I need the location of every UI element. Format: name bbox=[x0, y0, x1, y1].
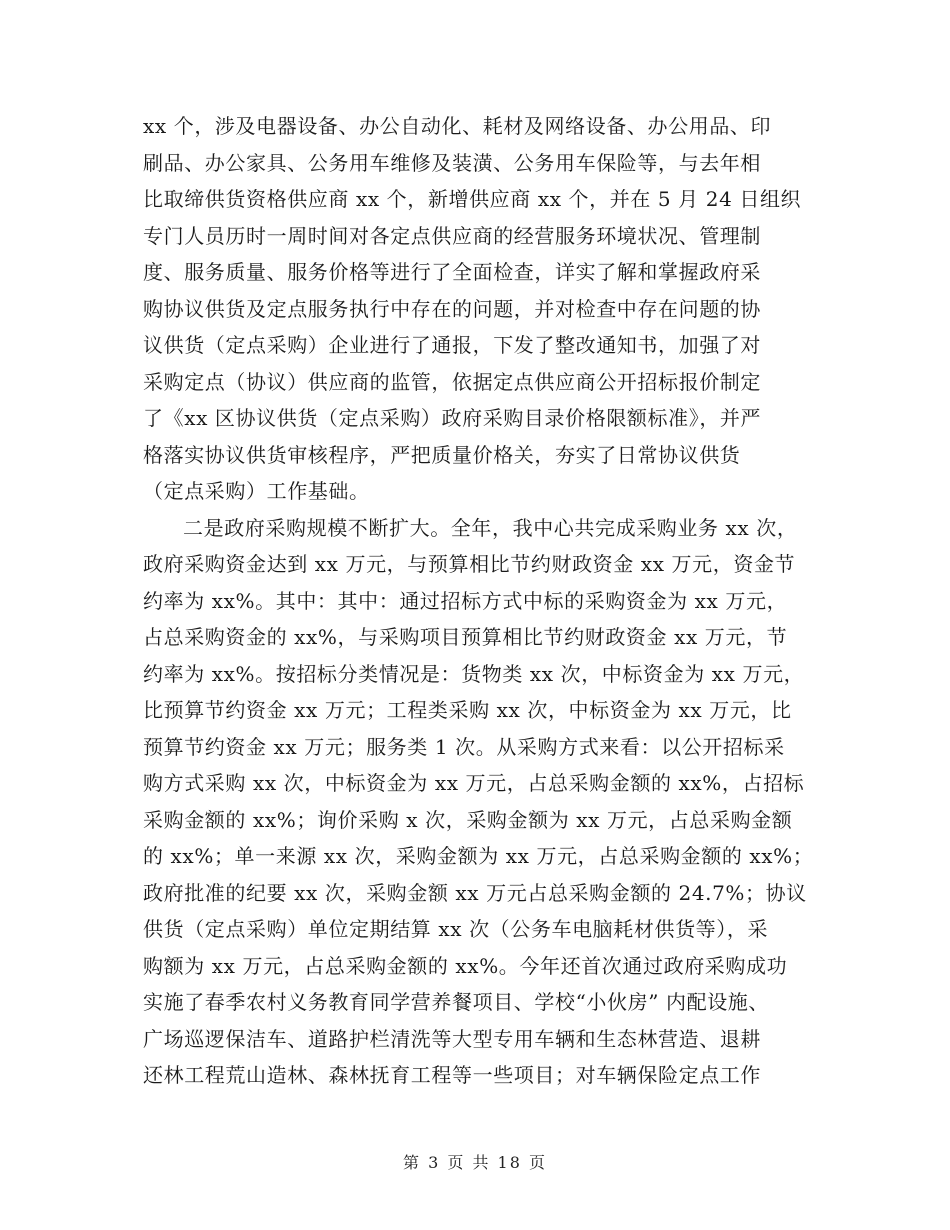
text-line: xx 个，涉及电器设备、办公自动化、耗材及网络设备、办公用品、印 bbox=[143, 114, 772, 138]
text-line: 还林工程荒山造林、森林抚育工程等一些项目；对车辆保险定点工作 bbox=[143, 1063, 761, 1087]
body-text bbox=[143, 108, 823, 1094]
text-line: 的 xx%；单一来源 xx 次，采购金额为 xx 万元，占总采购金额的 xx%； bbox=[143, 844, 814, 868]
text-line: 购协议供货及定点服务执行中存在的问题，并对检查中存在问题的协 bbox=[143, 296, 761, 321]
text-line: （定点采购）工作基础。 bbox=[143, 479, 370, 503]
text-line: 广场巡逻保洁车、道路护栏清洗等大型专用车辆和生态林营造、退耕 bbox=[143, 1026, 761, 1051]
text-line: 了《xx 区协议供货（定点采购）政府采购目录价格限额标准》，并严 bbox=[143, 406, 762, 430]
text-line: 约率为 xx%。其中：其中：通过招标方式中标的采购资金为 xx 万元， bbox=[143, 588, 788, 613]
paragraph-start-line: 二是政府采购规模不断扩大。全年，我中心共完成采购业务 xx 次， bbox=[183, 515, 798, 540]
text-line: 预算节约资金 xx 万元；服务类 1 次。从采购方式来看：以公开招标采 bbox=[143, 734, 785, 759]
text-line: 供货（定点采购）单位定期结算 xx 次（公务车电脑耗材供货等），采 bbox=[143, 917, 769, 941]
text-line: 购额为 xx 万元，占总采购金额的 xx%。今年还首次通过政府采购成功 bbox=[143, 953, 788, 978]
text-line: 实施了春季农村义务教育同学营养餐项目、学校“小伙房” 内配设施、 bbox=[143, 990, 770, 1014]
text-line: 购方式采购 xx 次，中标资金为 xx 万元，占总采购金额的 xx%，占招标 bbox=[143, 771, 805, 795]
text-line: 比取缔供货资格供应商 xx 个，新增供应商 xx 个，并在 5 月 24 日组织 bbox=[143, 187, 802, 211]
text-line: 刷品、办公家具、公务用车维修及装潢、公务用车保险等，与去年相 bbox=[143, 150, 761, 175]
text-line: 专门人员历时一周时间对各定点供应商的经营服务环境状况、管理制 bbox=[143, 223, 761, 248]
text-line: 约率为 xx%。按招标分类情况是：货物类 xx 次，中标资金为 xx 万元， bbox=[143, 661, 805, 686]
text-line: 采购金额的 xx%；询价采购 x 次，采购金额为 xx 万元，占总采购金额 bbox=[143, 807, 793, 832]
text-line: 比预算节约资金 xx 万元；工程类采购 xx 次，中标资金为 xx 万元，比 bbox=[143, 698, 792, 722]
text-line: 格落实协议供货审核程序，严把质量价格关，夯实了日常协议供货 bbox=[143, 442, 741, 467]
text-line: 议供货（定点采购）企业进行了通报，下发了整改通知书，加强了对 bbox=[143, 333, 761, 357]
text-line: 占总采购资金的 xx%，与采购项目预算相比节约财政资金 xx 万元，节 bbox=[143, 625, 788, 649]
text-line: 政府采购资金达到 xx 万元，与预算相比节约财政资金 xx 万元，资金节 bbox=[143, 552, 796, 576]
text-line: 度、服务质量、服务价格等进行了全面检查，详实了解和掌握政府采 bbox=[143, 260, 761, 284]
text-line: 采购定点（协议）供应商的监管，依据定点供应商公开招标报价制定 bbox=[143, 369, 761, 394]
text-line: 政府批准的纪要 xx 次，采购金额 xx 万元占总采购金额的 24.7%；协议 bbox=[143, 880, 807, 905]
page-number-footer: 第 3 页 共 18 页 bbox=[403, 1153, 547, 1172]
